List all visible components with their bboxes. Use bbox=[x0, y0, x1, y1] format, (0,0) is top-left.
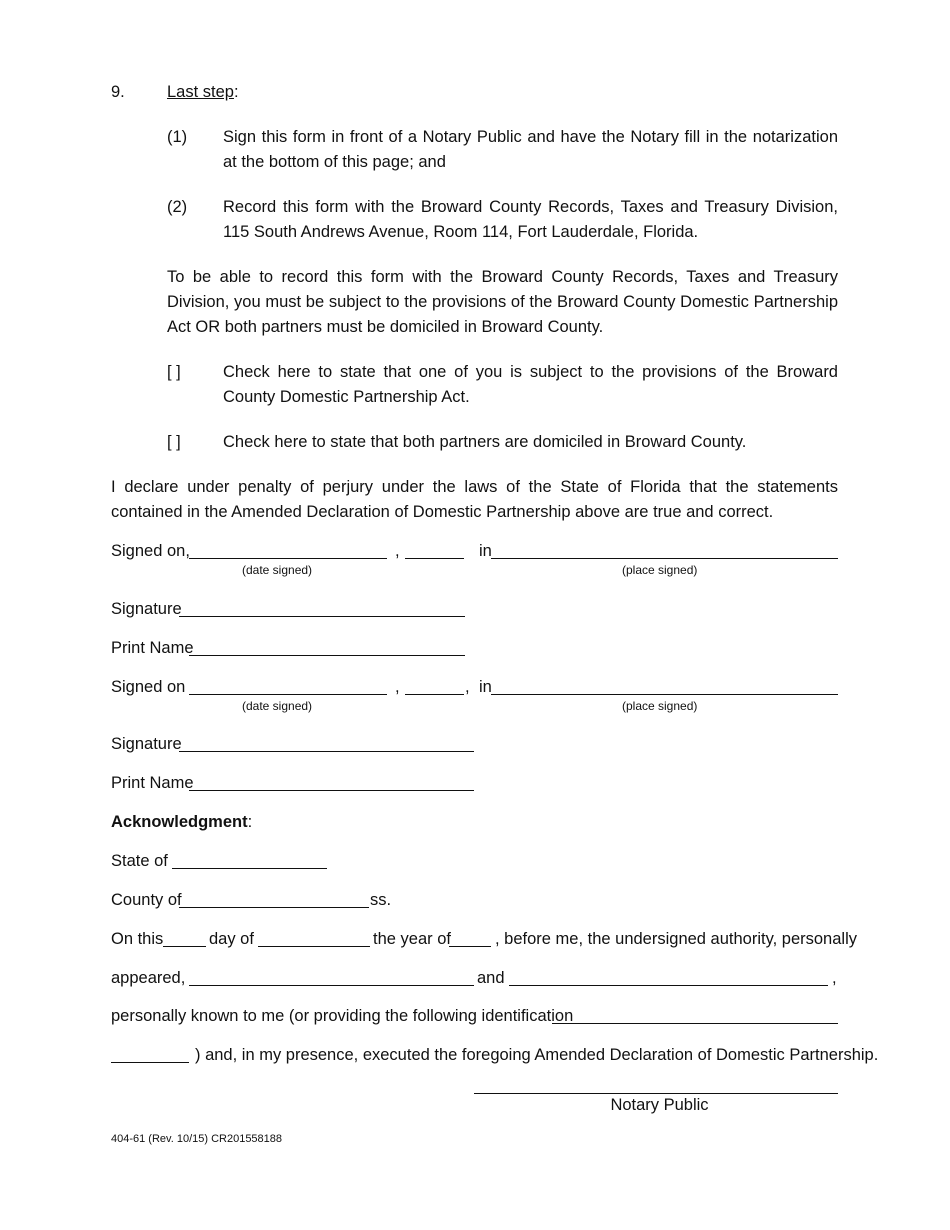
check-text-domiciled: Check here to state that both partners are domiciled in Broward County. bbox=[223, 433, 747, 451]
identification-field-continued[interactable] bbox=[111, 1062, 189, 1063]
before-me-text: , before me, the undersigned authority, personally bbox=[495, 930, 857, 948]
step-title bbox=[167, 80, 239, 105]
and-label: and bbox=[477, 969, 505, 987]
item-1-text: Sign this form in front of a Notary Public and have the Notary fill in the notarization at the bottom of this page; and bbox=[223, 128, 838, 171]
step-number: 9. bbox=[111, 83, 125, 101]
comma-2b: , bbox=[465, 678, 470, 696]
acknowledgment-colon: : bbox=[247, 813, 253, 831]
state-of-label: State of bbox=[111, 852, 168, 870]
signed-on-label-1: Signed on, bbox=[111, 542, 190, 560]
partner-1-name-field[interactable] bbox=[189, 985, 474, 986]
in-label-1: in bbox=[479, 542, 492, 560]
print-name-label-1: Print Name bbox=[111, 639, 194, 657]
place-signed-field-2[interactable] bbox=[491, 694, 838, 695]
check-text-subject-to-act: Check here to state that one of you is subject to the provisions of the Broward County Domestic Partnership Act. bbox=[223, 363, 838, 406]
print-name-label-2: Print Name bbox=[111, 774, 194, 792]
county-of-field[interactable] bbox=[179, 907, 369, 908]
month-field[interactable] bbox=[258, 946, 370, 947]
the-year-of-label: the year of bbox=[373, 930, 451, 948]
personally-known-text: personally known to me (or providing the following identification bbox=[111, 1007, 574, 1025]
date-signed-field-1[interactable] bbox=[189, 558, 387, 559]
acknowledgment-title: Acknowledgment bbox=[111, 813, 248, 831]
declaration-text: I declare under penalty of perjury under the laws of the State of Florida that the statements contained in the Amended Declaration of Domestic Partnership above are true and correct. bbox=[111, 478, 838, 521]
signature-label-2: Signature bbox=[111, 735, 182, 753]
signature-label-1: Signature bbox=[111, 600, 182, 618]
day-of-label: day of bbox=[209, 930, 254, 948]
item-1-number: (1) bbox=[167, 128, 188, 146]
year-signed-field-2[interactable] bbox=[405, 694, 464, 695]
date-signed-caption-1: (date signed) bbox=[242, 563, 313, 577]
year-signed-field-1[interactable] bbox=[405, 558, 464, 559]
on-this-label: On this bbox=[111, 930, 164, 948]
place-signed-caption-2: (place signed) bbox=[622, 699, 698, 713]
item-2-text: Record this form with the Broward County Records, Taxes and Treasury Division, 115 South Andrews Avenue, Room 114, Fort Lauderdale, Florida. bbox=[223, 198, 838, 241]
step-title-text: Last step bbox=[167, 83, 234, 101]
acknowledgment-heading bbox=[111, 810, 252, 835]
state-of-field[interactable] bbox=[172, 868, 327, 869]
checkbox-subject-to-act[interactable]: [ ] bbox=[167, 363, 181, 381]
signed-on-label-2: Signed on bbox=[111, 678, 186, 696]
comma-1: , bbox=[395, 542, 400, 560]
notary-public-label: Notary Public bbox=[610, 1096, 709, 1114]
place-signed-field-1[interactable] bbox=[491, 558, 838, 559]
item-2-number: (2) bbox=[167, 198, 188, 216]
in-label-2: in bbox=[479, 678, 492, 696]
signature-field-2[interactable] bbox=[179, 751, 474, 752]
day-field[interactable] bbox=[163, 946, 206, 947]
date-signed-caption-2: (date signed) bbox=[242, 699, 313, 713]
print-name-field-2[interactable] bbox=[189, 790, 474, 791]
appeared-trailing-comma: , bbox=[832, 969, 837, 987]
place-signed-caption-1: (place signed) bbox=[622, 563, 698, 577]
appeared-label: appeared, bbox=[111, 969, 186, 987]
date-signed-field-2[interactable] bbox=[189, 694, 387, 695]
form-footer-code: 404-61 (Rev. 10/15) CR201558188 bbox=[111, 1133, 283, 1145]
year-field[interactable] bbox=[449, 946, 491, 947]
signature-field-1[interactable] bbox=[179, 616, 465, 617]
record-note: To be able to record this form with the Broward County Records, Taxes and Treasury Division, you must be subject to the provisions of the Broward County Domestic Partnership Act OR both partners must be domiciled in Broward County. bbox=[167, 268, 838, 336]
step-title-colon: : bbox=[233, 83, 239, 101]
county-of-label: County of bbox=[111, 891, 182, 909]
print-name-field-1[interactable] bbox=[189, 655, 465, 656]
checkbox-domiciled[interactable]: [ ] bbox=[167, 433, 181, 451]
identification-field[interactable] bbox=[552, 1023, 838, 1024]
executed-text: ) and, in my presence, executed the foregoing Amended Declaration of Domestic Partnership. bbox=[195, 1046, 879, 1064]
partner-2-name-field[interactable] bbox=[509, 985, 828, 986]
comma-2: , bbox=[395, 678, 400, 696]
ss-label: ss. bbox=[370, 891, 392, 909]
